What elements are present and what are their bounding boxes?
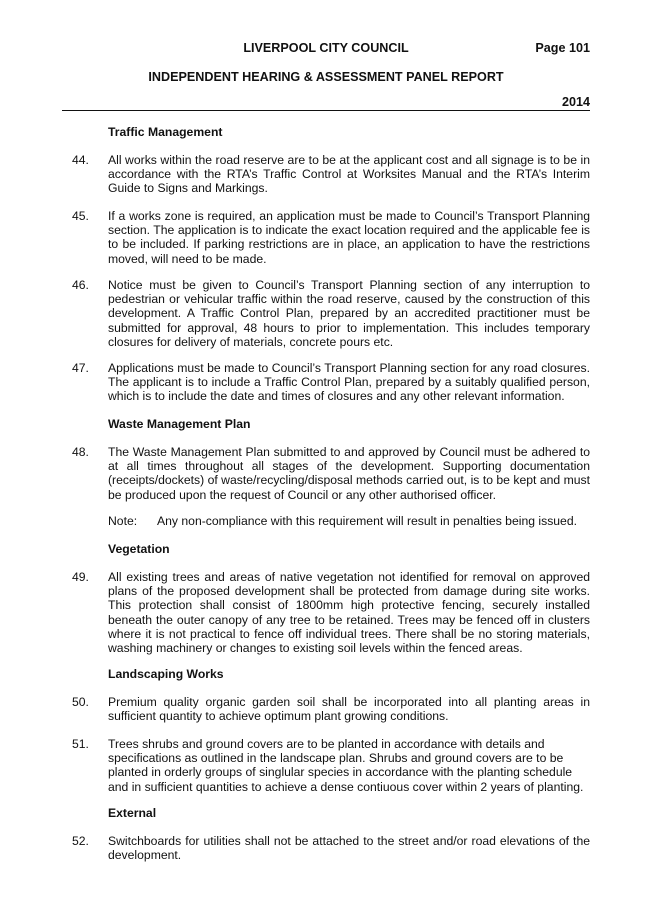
item-text: The Waste Management Plan submitted to and approved by Council must be adhered to at all times throughout all stages of the development. Supporting documentation (receipts/dockets) of waste/recycling/disposal methods carried out, is to be kept and must be produced upon the request of Council or any other authorised officer.: [108, 445, 590, 502]
item-text: Applications must be made to Council’s Transport Planning section for any road closures. The applicant is to include a Traffic Control Plan, prepared by a suitably qualified person, which is to include the date and times of closures and any other relevant information.: [108, 361, 590, 404]
report-year: 2014: [561, 95, 590, 109]
section-heading-traffic: Traffic Management: [108, 125, 223, 139]
item-text: Trees shrubs and ground covers are to be planted in accordance with details and specifications as outlined in the landscape plan. Shrubs and ground covers are to be planted in orderly groups of singlular species in accordance with the planting schedule and in sufficient quantities to achieve a dense contiuous cover within 2 years of planting.: [108, 737, 584, 794]
item-text: If a works zone is required, an application must be made to Council’s Transport Planning section. The application is to indicate the exact location required and the applicable fee is to be included. If parking restrictions are in place, an application to have the restrictions moved, will need to be made.: [108, 209, 590, 266]
section-heading-landscaping: Landscaping Works: [108, 667, 224, 681]
report-title: INDEPENDENT HEARING & ASSESSMENT PANEL REPORT: [148, 70, 504, 84]
item-text: All works within the road reserve are to be at the applicant cost and all signage is to be in accordance with the RTA’s Traffic Control at Worksites Manual and the RTA’s Interim Guide to Signs and Markings.: [108, 153, 590, 196]
item-number: 45.: [72, 209, 89, 223]
item-number: 46.: [72, 278, 89, 292]
item-number: 50.: [72, 695, 89, 709]
section-heading-vegetation: Vegetation: [108, 542, 170, 556]
item-number: 47.: [72, 361, 89, 375]
note-text: Any non-compliance with this requirement will result in penalties being issued.: [157, 514, 578, 528]
header-divider: [62, 110, 590, 111]
item-number: 51.: [72, 737, 89, 751]
item-number: 48.: [72, 445, 89, 459]
item-number: 49.: [72, 570, 89, 584]
item-text: Premium quality organic garden soil shall be incorporated into all planting areas in sufficient quantity to achieve optimum plant growing conditions.: [108, 695, 590, 724]
note-label: Note:: [108, 514, 138, 528]
council-name: LIVERPOOL CITY COUNCIL: [243, 41, 409, 55]
item-text: All existing trees and areas of native vegetation not identified for removal on approved plans of the proposed development shall be protected from damage during site works. This protection shall consist of 1800mm high protective fencing, securely installed beneath the outer canopy of any tree to be retained. Trees may be fenced off in clusters where it is not practical to fence off individual trees. There shall be no storing materials, washing machinery or changes to existing soil levels within the fenced areas.: [108, 570, 590, 656]
section-heading-external: External: [108, 806, 157, 820]
section-heading-waste: Waste Management Plan: [108, 417, 251, 431]
page-number: Page 101: [535, 41, 590, 55]
item-number: 52.: [72, 834, 89, 848]
item-text: Switchboards for utilities shall not be attached to the street and/or road elevations of the development.: [108, 834, 590, 863]
item-number: 44.: [72, 153, 89, 167]
item-text: Notice must be given to Council’s Transport Planning section of any interruption to pedestrian or vehicular traffic within the road reserve, caused by the construction of this development. A Traffic Control Plan, prepared by an accredited practitioner must be submitted for approval, 48 hours to prior to implementation. This includes temporary closures for delivery of materials, concrete pours etc.: [108, 278, 590, 349]
